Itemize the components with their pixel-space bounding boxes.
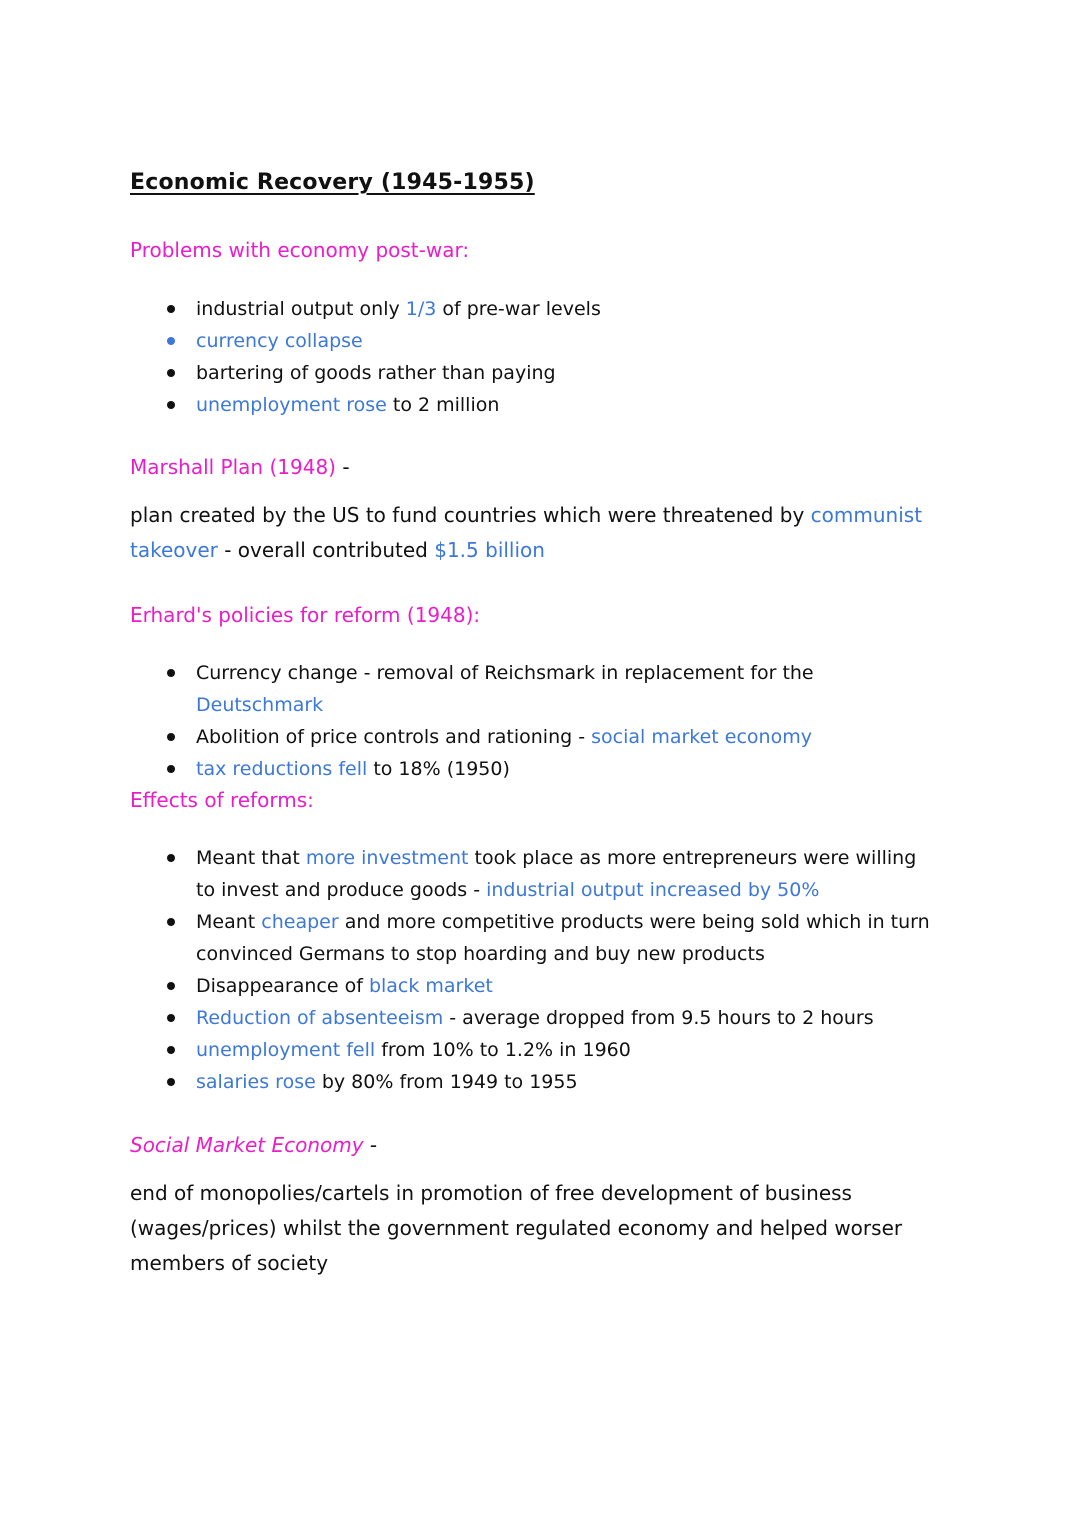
list-item: Disappearance of black market — [0, 970, 936, 1002]
bullet-icon — [167, 970, 175, 1002]
bullet-icon — [167, 325, 175, 357]
social-heading: Social Market Economy - — [130, 1133, 378, 1157]
list-item: Reduction of absenteeism - average dropped from 9.5 hours to 2 hours — [0, 1002, 936, 1034]
list-item: currency collapse — [0, 325, 936, 357]
problems-list — [0, 293, 936, 421]
erhard-heading: Erhard's policies for reform (1948): — [130, 603, 481, 627]
list-item: salaries rose by 80% from 1949 to 1955 — [0, 1066, 936, 1098]
bullet-icon — [167, 1002, 175, 1034]
list-item: Meant cheaper and more competitive products were being sold which in turn convinced Germans to stop hoarding and buy new products — [0, 906, 936, 970]
bullet-icon — [167, 1034, 175, 1066]
bullet-icon — [167, 293, 175, 325]
list-item: bartering of goods rather than paying — [0, 357, 936, 389]
list-item: tax reductions fell to 18% (1950) — [0, 753, 936, 785]
list-item: unemployment fell from 10% to 1.2% in 1960 — [0, 1034, 936, 1066]
bullet-icon — [167, 389, 175, 421]
erhard-list — [0, 657, 936, 785]
bullet-icon — [167, 721, 175, 753]
marshall-heading: Marshall Plan (1948) - — [130, 455, 350, 479]
list-item: industrial output only 1/3 of pre-war levels — [0, 293, 936, 325]
list-item: Meant that more investment took place as more entrepreneurs were willing to invest and produce goods - industrial output increased by 50% — [0, 842, 936, 906]
bullet-icon — [167, 842, 175, 874]
problems-heading: Problems with economy post-war: — [130, 238, 470, 262]
list-item: unemployment rose to 2 million — [0, 389, 936, 421]
effects-list — [0, 842, 936, 1098]
bullet-icon — [167, 906, 175, 938]
page-title: Economic Recovery (1945-1955) — [130, 170, 535, 195]
list-item: Abolition of price controls and rationing - social market economy — [0, 721, 936, 753]
social-text: end of monopolies/cartels in promotion of free development of business (wages/prices) whilst the government regulated economy and helped worser members of society — [130, 1181, 903, 1275]
list-item: Currency change - removal of Reichsmark in replacement for the Deutschmark — [0, 657, 936, 721]
bullet-icon — [167, 1066, 175, 1098]
bullet-icon — [167, 657, 175, 689]
bullet-icon — [167, 357, 175, 389]
bullet-icon — [167, 753, 175, 785]
effects-heading: Effects of reforms: — [130, 788, 314, 812]
marshall-text: plan created by the US to fund countries which were threatened by communist takeover - overall contributed $1.5 billion — [130, 503, 923, 562]
